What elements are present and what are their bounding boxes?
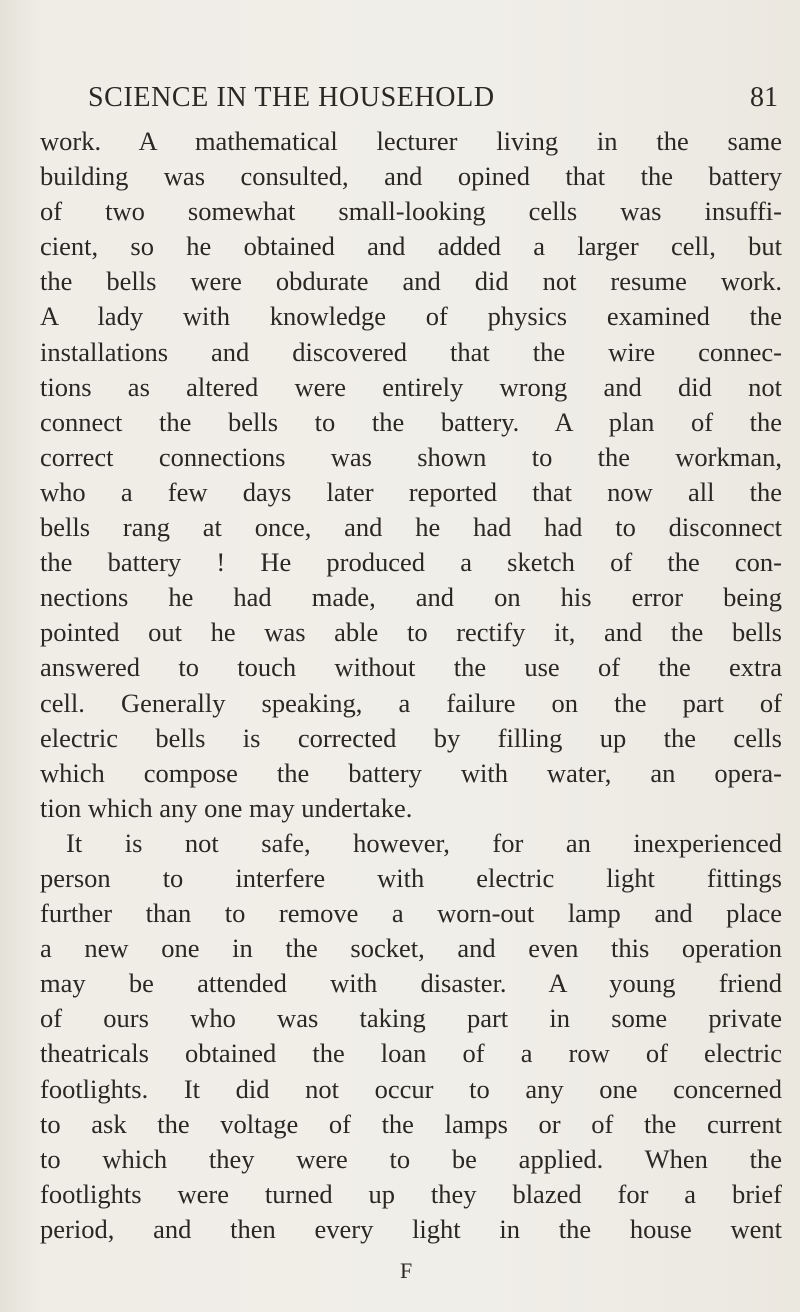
page-number: 81	[750, 82, 778, 113]
running-title: SCIENCE IN THE HOUSEHOLD	[88, 82, 495, 113]
text-line: connect the bells to the battery. A plan of the	[40, 406, 782, 437]
text-line: correct connections was shown to the workman,	[40, 441, 782, 472]
text-line: footlights were turned up they blazed for a brief	[40, 1178, 782, 1209]
text-line: which compose the battery with water, an opera-	[40, 757, 782, 788]
body-text	[40, 124, 782, 1247]
text-line: period, and then every light in the house went	[40, 1213, 782, 1244]
text-line: to ask the voltage of the lamps or of the current	[40, 1108, 782, 1139]
running-head	[82, 82, 782, 118]
text-line: the bells were obdurate and did not resume work.	[40, 266, 782, 297]
text-line: a new one in the socket, and even this operation	[40, 933, 782, 964]
text-line: answered to touch without the use of the extra	[40, 652, 782, 683]
text-line: installations and discovered that the wire connec-	[40, 336, 782, 367]
text-line: pointed out he was able to rectify it, and the bells	[40, 617, 782, 648]
text-line: cient, so he obtained and added a larger cell, but	[40, 231, 782, 262]
text-line: person to interfere with electric light fittings	[40, 862, 782, 893]
signature-mark: F	[400, 1258, 413, 1283]
text-line: tion which any one may undertake.	[40, 792, 413, 823]
text-line: nections he had made, and on his error being	[40, 582, 782, 613]
paragraph	[40, 124, 782, 826]
text-line: work. A mathematical lecturer living in the same	[40, 126, 782, 156]
text-line: A lady with knowledge of physics examined the	[40, 301, 782, 332]
text-line: building was consulted, and opined that the battery	[40, 161, 782, 192]
text-line: bells rang at once, and he had had to disconnect	[40, 512, 782, 543]
text-line: It is not safe, however, for an inexperienced	[66, 827, 782, 858]
text-line: footlights. It did not occur to any one concerned	[40, 1073, 782, 1104]
text-line: may be attended with disaster. A young friend	[40, 968, 782, 999]
text-line: tions as altered were entirely wrong and did not	[40, 371, 782, 402]
text-line: theatricals obtained the loan of a row of electric	[40, 1038, 782, 1069]
paragraph	[40, 826, 782, 1247]
text-line: the battery ! He produced a sketch of the con-	[40, 547, 782, 578]
text-line: to which they were to be applied. When the	[40, 1143, 782, 1174]
text-line: of ours who was taking part in some private	[40, 1003, 782, 1034]
text-line: further than to remove a worn-out lamp and place	[40, 898, 782, 929]
text-line: cell. Generally speaking, a failure on the part of	[40, 687, 782, 718]
text-line: of two somewhat small-looking cells was insuffi-	[40, 196, 782, 227]
text-line: who a few days later reported that now all the	[40, 476, 782, 507]
text-line: electric bells is corrected by filling up the cells	[40, 722, 782, 753]
